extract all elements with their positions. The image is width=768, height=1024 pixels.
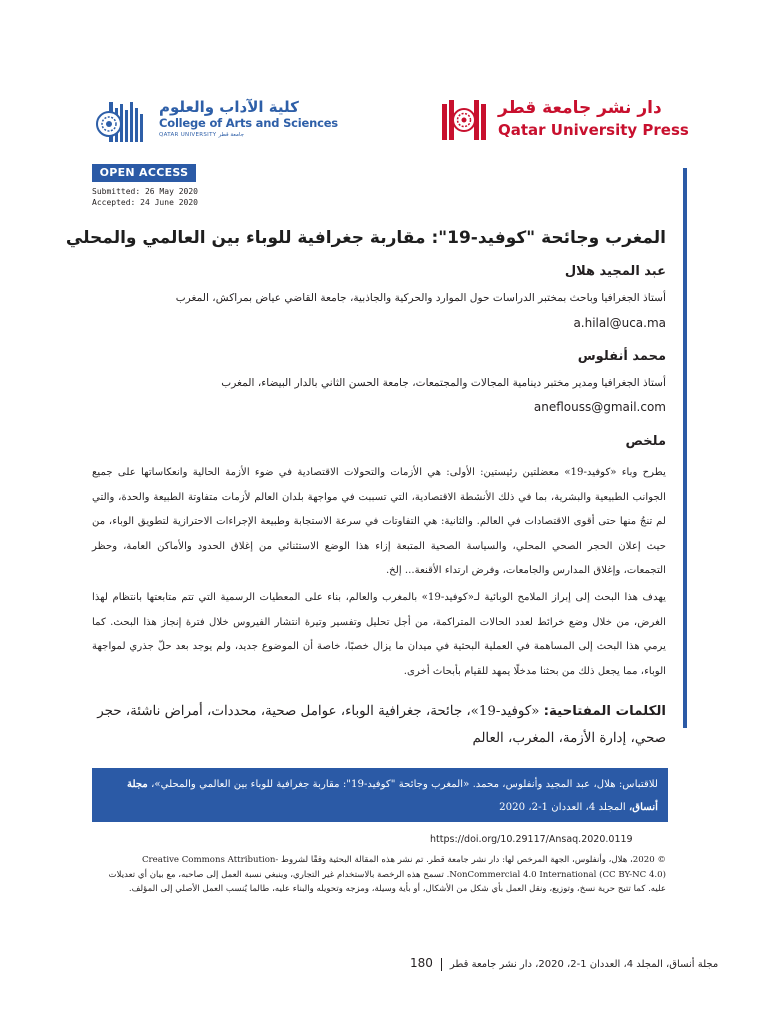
citation-journal: مجلة أنساق، xyxy=(127,778,658,813)
submitted-date: Submitted: 26 May 2020 xyxy=(92,187,198,196)
side-rule xyxy=(683,168,687,728)
qup-emblem-icon xyxy=(440,100,488,142)
citation-prefix: للاقتباس: هلال، عبد المجيد وأنفلوس، محمد. «المغرب وجائحة "كوفيد-19": مقاربة جغرافية للوباء بين العالمي والمحلي»، xyxy=(151,779,658,790)
author-2-affiliation: أستاذ الجغرافيا ومدير مختبر دينامية المجالات والمجتمعات، جامعة الحسن الثاني بالدار البيضاء، المغرب xyxy=(221,377,666,389)
doi-link[interactable]: https://doi.org/10.29117/Ansaq.2020.0119 xyxy=(430,834,633,845)
footer-journal-info: مجلة أنساق، المجلد 4، العددان 1-2، 2020، دار نشر جامعة قطر xyxy=(449,959,719,970)
citation-box xyxy=(92,768,668,822)
abstract-heading: ملخص xyxy=(625,434,666,449)
footer-separator xyxy=(441,958,442,971)
qup-arabic-name: دار نشر جامعة قطر xyxy=(498,98,662,118)
accepted-date: Accepted: 24 June 2020 xyxy=(92,198,198,207)
qup-english-name: Qatar University Press xyxy=(498,121,689,139)
cas-logo xyxy=(95,96,338,146)
article-title: المغرب وجائحة "كوفيد-19": مقاربة جغرافية للوباء بين العالمي والمحلي xyxy=(65,228,666,248)
keywords-label: الكلمات المفتاحية: xyxy=(543,704,666,719)
submission-dates xyxy=(92,186,198,208)
author-2-name: محمد أنفلوس xyxy=(577,349,666,364)
license-text: © 2020، هلال، وأنفلوس، الجهة المرخص لها: دار نشر جامعة قطر. تم نشر هذه المقالة البحثية وفقًا لشروط Creative Commons Attribution-NonCommercial 4.0 International (CC BY-NC 4.0). تسمح هذه الرخصة بالاستخدام غير التجاري، وينبغي نسبة العمل إلى صاحبه، مع بيان أي تعديلات عليه. كما تتيح حرية نسخ، وتوزيع، ونقل العمل بأي شكل من الأشكال، أو بأية وسيلة، ومزجه وتحويله والبناء عليه، طالما يُنسب العمل الأصلي إلى المؤلف. xyxy=(108,855,666,895)
cas-english-name: College of Arts and Sciences xyxy=(159,116,338,130)
keywords-list: «كوفيد-19»، جائحة، جغرافية الوباء، عوامل صحية، محددات، أمراض ناشئة، حجر صحي، إدارة الأزمة، المغرب، العالم xyxy=(97,704,666,746)
citation-text xyxy=(102,773,658,819)
cas-emblem-icon xyxy=(95,100,153,144)
page-footer xyxy=(410,956,719,971)
author-1-name: عبد المجيد هلال xyxy=(564,264,666,279)
cas-arabic-name: كلية الآداب والعلوم xyxy=(159,98,299,116)
cas-university-line: QATAR UNIVERSITY جامعة قطر xyxy=(159,132,244,138)
page-number: 180 xyxy=(410,956,433,970)
citation-suffix: المجلد 4، العددان 1-2، 2020 xyxy=(499,802,626,813)
qup-logo xyxy=(440,98,689,146)
author-1-affiliation: أستاذ الجغرافيا وباحث بمختبر الدراسات حول الموارد والحركية والجاذبية، جامعة القاضي عياض بمراكش، المغرب xyxy=(175,292,666,304)
keywords xyxy=(92,698,666,752)
abstract-paragraph-1: يطرح وباء «كوفيد-19» معضلتين رئيستين: الأولى: هي الأزمات والتحولات الاقتصادية في ضوء الأزمة الحالية وانعكاساتها على جميع الجوانب الطبيعية والبشرية، بما في ذلك الأنشطة الاقتصادية، التي تسببت في مواجهة بلدان العالم لأزمات متفاوتة الطبيعة والحدة، والتي لم تنجُ منها حتى أقوى الاقتصادات في العالم. والثانية: هي التفاوتات في سرعة الاستجابة وطبيعة الإجراءات الاحترازية لتطويق الوباء، من حيث إعلان الحجر الصحي المحلي، والسياسة الصحية المتبعة إزاء هذا الوضع الاستثنائي من إغلاق الحدود والأماكن العامة، وحظر التجمعات، وإغلاق المدارس والجامعات، وفرض ارتداء الأقنعة... إلخ. xyxy=(92,467,666,576)
author-1-email: a.hilal@uca.ma xyxy=(573,316,666,330)
open-access-badge: OPEN ACCESS xyxy=(92,164,196,182)
abstract-paragraph-2: يهدف هذا البحث إلى إبراز الملامح الوبائية لـ«كوفيد-19» بالمغرب والعالم، بناء على المعطيات الرسمية التي تتم متابعتها بانتظام لهذا الغرض، من خلال وضع خرائط لعدد الحالات المتراكمة، من أجل تحليل وتفسير وتيرة انتشار الفيروس خلال فترة إنجاز هذا البحث. كما يرمي هذا البحث إلى المساهمة في العملية البحثية في ميدان ما يزال خصبًا، خاصة أن الموضوع جديد، ولم يوجد بعد حلّ جذري لمواجهة الوباء، مما يجعل ذلك من بحثنا مدخلًا يمهد للقيام بأبحاث أخرى. xyxy=(92,592,666,677)
author-2-email: aneflouss@gmail.com xyxy=(533,400,666,414)
